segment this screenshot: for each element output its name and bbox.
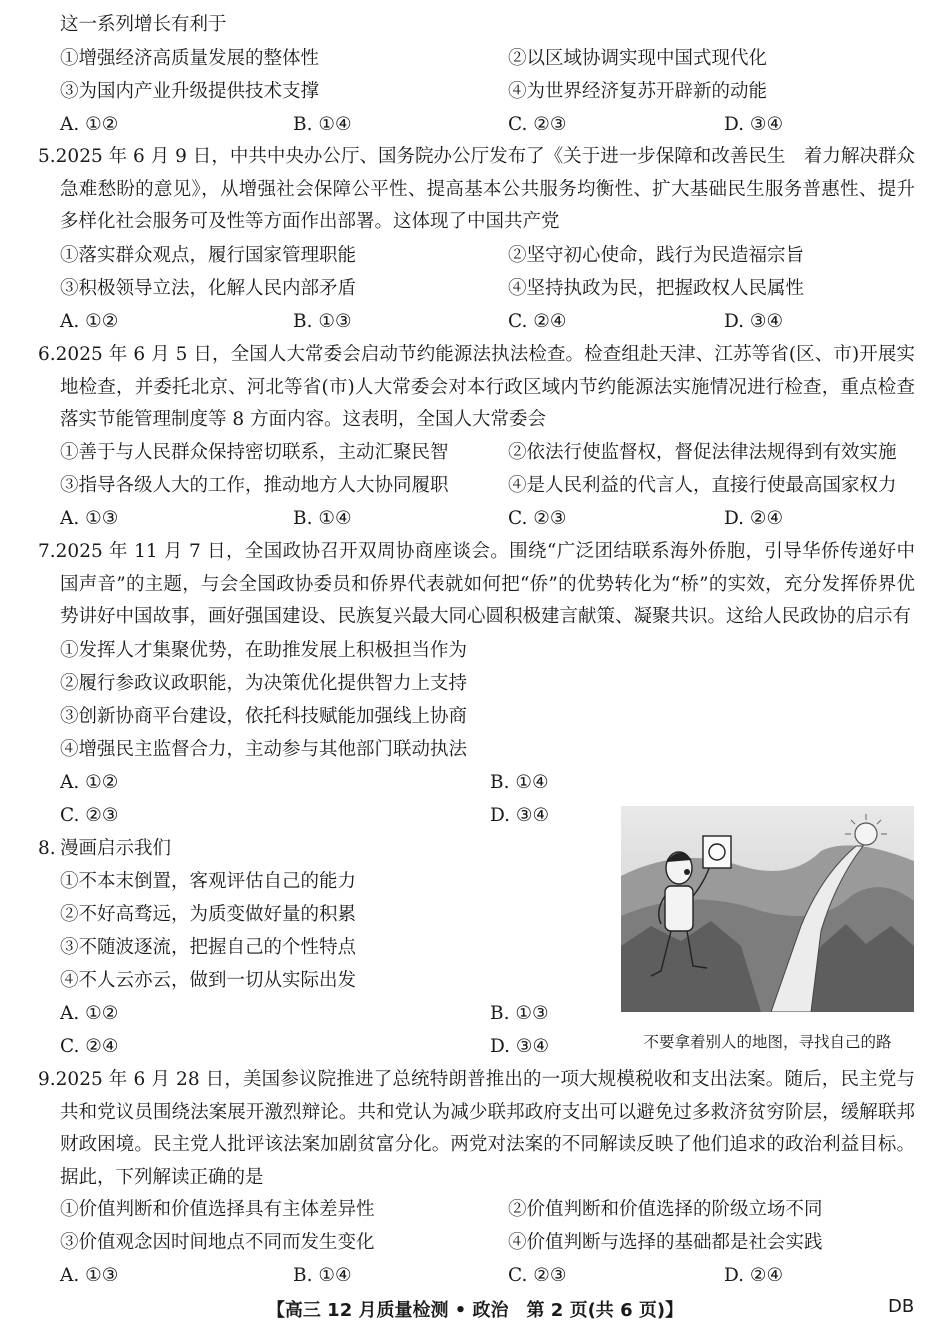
- q9-item-1: ①价值判断和价值选择具有主体差异性: [60, 1199, 375, 1220]
- q7-stem-block: [38, 536, 915, 634]
- q8-choice-a: A. ①②: [60, 1003, 119, 1024]
- q7-item-1: ①发挥人才集聚优势，在助推发展上积极担当作为: [60, 640, 468, 661]
- q8-item-3: ③不随波逐流，把握自己的个性特点: [60, 937, 357, 958]
- q8-choice-b: B. ①③: [490, 1003, 549, 1024]
- q7-choice-b: B. ①④: [490, 772, 549, 793]
- q8-item-1: ①不本末倒置，客观评估自己的能力: [60, 871, 357, 892]
- q8-stem: 漫画启示我们: [60, 838, 172, 859]
- q5-item-3: ③积极领导立法，化解人民内部矛盾: [60, 278, 357, 299]
- q7-number: 7.: [38, 541, 56, 562]
- q7-item-3: ③创新协商平台建设，依托科技赋能加强线上协商: [60, 706, 468, 727]
- q4-choice-b: B. ①④: [293, 114, 352, 135]
- q6-stem: 2025 年 6 月 5 日，全国人大常委会启动节约能源法执法检查。检查组赴天津、江苏等省(区、市)开展实地检查，并委托北京、河北等省(市)人大常委会对本行政区域内节约能源法实施情况进行检查，重点检查落实节能管理制度等 8 方面内容。这表明，全国人大常委会: [55, 344, 915, 430]
- q5-item-4: ④坚持执政为民，把握政权人民属性: [508, 278, 805, 299]
- q7-item-2: ②履行参政议政职能，为决策优化提供智力上支持: [60, 673, 468, 694]
- q4-item-2: ②以区域协调实现中国式现代化: [508, 48, 768, 69]
- q4-choice-a: A. ①②: [60, 114, 119, 135]
- q5-choice-b: B. ①③: [293, 311, 352, 332]
- q5-item-1: ①落实群众观点，履行国家管理职能: [60, 245, 357, 266]
- q6-choice-a: A. ①③: [60, 508, 119, 529]
- q8-choice-c: C. ②④: [60, 1036, 119, 1057]
- cartoon-caption: 不要拿着别人的地图，寻找自己的路: [643, 1033, 892, 1051]
- q6-item-3: ③指导各级人大的工作，推动地方人大协同履职: [60, 475, 449, 496]
- q6-stem-block: [38, 339, 915, 437]
- q5-choice-a: A. ①②: [60, 311, 119, 332]
- q5-item-2: ②坚守初心使命，践行为民造福宗旨: [508, 245, 805, 266]
- q4-item-3: ③为国内产业升级提供技术支撑: [60, 81, 320, 102]
- q4-choice-c: C. ②③: [508, 114, 567, 135]
- q9-choice-a: A. ①③: [60, 1265, 119, 1286]
- q9-item-4: ④价值判断与选择的基础都是社会实践: [508, 1232, 823, 1253]
- q9-item-2: ②价值判断和价值选择的阶级立场不同: [508, 1199, 823, 1220]
- q6-number: 6.: [38, 344, 56, 365]
- q9-number: 9.: [38, 1069, 56, 1090]
- q5-choice-c: C. ②④: [508, 311, 567, 332]
- q9-stem: 2025 年 6 月 28 日，美国参议院推进了总统特朗普推出的一项大规模税收和支出法案。随后，民主党与共和党议员围绕法案展开激烈辩论。共和党认为减少联邦政府支出可以避免过多救济贫穷阶层，缓解联邦财政困境。民主党人批评该法案加剧贫富分化。两党对法案的不同解读反映了他们追求的政治利益目标。据此，下列解读正确的是: [55, 1069, 915, 1188]
- q5-stem-block: [38, 141, 915, 239]
- q8-number: 8.: [38, 838, 56, 859]
- q7-choice-d: D. ③④: [490, 805, 550, 826]
- q6-item-1: ①善于与人民群众保持密切联系，主动汇聚民智: [60, 442, 449, 463]
- cartoon-illustration: [621, 806, 914, 1012]
- q8-item-4: ④不人云亦云，做到一切从实际出发: [60, 970, 357, 991]
- q7-item-4: ④增强民主监督合力，主动参与其他部门联动执法: [60, 739, 468, 760]
- q5-choice-d: D. ③④: [724, 311, 784, 332]
- footer-code: DB: [888, 1296, 915, 1317]
- q7-choice-c: C. ②③: [60, 805, 119, 826]
- q6-item-2: ②依法行使监督权，督促法律法规得到有效实施: [508, 442, 897, 463]
- q9-item-3: ③价值观念因时间地点不同而发生变化: [60, 1232, 375, 1253]
- page-footer: 【高三 12 月质量检测 • 政治 第 2 页(共 6 页)】: [266, 1300, 684, 1321]
- q4-choice-d: D. ③④: [724, 114, 784, 135]
- q6-item-4: ④是人民利益的代言人，直接行使最高国家权力: [508, 475, 897, 496]
- q5-stem: 2025 年 6 月 9 日，中共中央办公厅、国务院办公厅发布了《关于进一步保障和改善民生 着力解决群众急难愁盼的意见》，从增强社会保障公平性、提高基本公共服务均衡性、扩大基础民生服务普惠性、提升多样化社会服务可及性等方面作出部署。这体现了中国共产党: [55, 146, 915, 232]
- q4-item-1: ①增强经济高质量发展的整体性: [60, 48, 320, 69]
- q4-stem: 这一系列增长有利于: [60, 14, 227, 35]
- q8-choice-d: D. ③④: [490, 1036, 550, 1057]
- q9-choice-b: B. ①④: [293, 1265, 352, 1286]
- q6-choice-c: C. ②③: [508, 508, 567, 529]
- q5-number: 5.: [38, 146, 56, 167]
- q4-item-4: ④为世界经济复苏开辟新的动能: [508, 81, 768, 102]
- q9-choice-c: C. ②③: [508, 1265, 567, 1286]
- cartoon-drawing: [621, 806, 914, 1012]
- q9-choice-d: D. ②④: [724, 1265, 784, 1286]
- q9-stem-block: [38, 1064, 915, 1194]
- q7-choice-a: A. ①②: [60, 772, 119, 793]
- q8-item-2: ②不好高骛远，为质变做好量的积累: [60, 904, 357, 925]
- q7-stem: 2025 年 11 月 7 日，全国政协召开双周协商座谈会。围绕“广泛团结联系海外侨胞，引导华侨传递好中国声音”的主题，与会全国政协委员和侨界代表就如何把“侨”的优势转化为“桥”的实效，充分发挥侨界优势讲好中国故事，画好强国建设、民族复兴最大同心圆积极建言献策、凝聚共识。这给人民政协的启示有: [55, 541, 915, 627]
- q6-choice-b: B. ①④: [293, 508, 352, 529]
- q6-choice-d: D. ②④: [724, 508, 784, 529]
